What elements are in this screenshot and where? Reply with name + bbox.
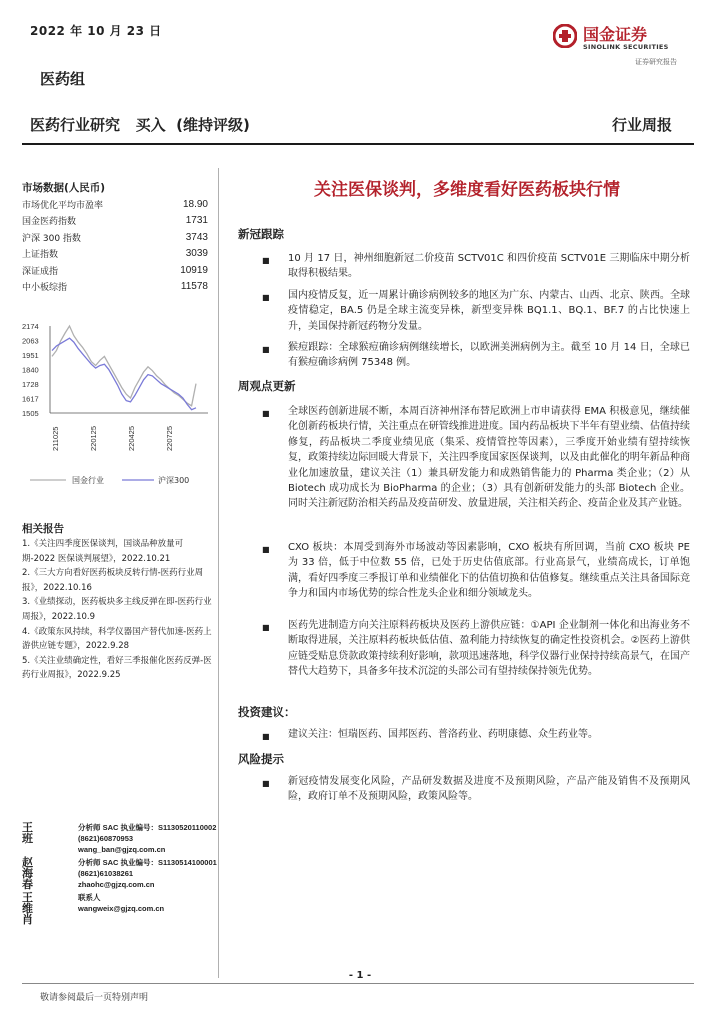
company-logo <box>553 22 693 70</box>
chart-y-tick-label: 1505 <box>22 409 39 418</box>
bullet-icon: ■ <box>262 256 270 265</box>
market-row <box>22 262 208 279</box>
report-item[interactable]: 5.《关注业绩确定性，看好三季报催化医药反弹-医药行业周报》，2022.9.25 <box>22 655 212 681</box>
analyst-email[interactable]: zhaohc@gjzq.com.cn <box>78 880 155 889</box>
chart-legend-label: 沪深300 <box>158 476 190 485</box>
bullet-icon: ■ <box>262 779 270 788</box>
chart-x-tick-label: 211025 <box>51 426 60 451</box>
report-subtitle: 医药行业研究 买入 (维持评级) <box>30 116 250 134</box>
market-value: 3039 <box>185 248 208 260</box>
section-heading-covid: 新冠跟踪 <box>238 227 284 241</box>
report-item[interactable]: 2.《三大方向看好医药板块反转行情-医药行业周报》，2022.10.16 <box>22 568 204 593</box>
paragraph: 建议关注：恒瑞医药、国邦医药、普洛药业、药明康德、众生药业等。 <box>288 729 598 740</box>
paragraph: CXO 板块：本周受到海外市场波动等因素影响，CXO 板块有所回调，当前 CXO 板块 PE 为 33 倍，低于中位数 55 倍，已处于历史估值底部。行业高景气，业绩高成长，订单饱满，看好四季度三季报订单和业绩催化下的估值切换和估值修复。继续重点关注具备国际竞争力和国内市场优势的综合性龙头企业和细分领域龙头。 <box>288 542 690 600</box>
footer-divider <box>22 983 694 984</box>
market-value: 18.90 <box>182 198 208 210</box>
chart-y-tick-label: 1728 <box>22 380 39 389</box>
market-row <box>22 279 208 296</box>
chart-series-line-1 <box>52 326 196 406</box>
logo-subtitle: 证券研究报告 <box>635 58 677 66</box>
analyst-email[interactable]: wangweix@gjzq.com.cn <box>78 904 165 913</box>
paragraph: 全球医药创新进展不断，本周百济神州泽布替尼欧洲上市申请获得 EMA 积极意见，继续催化创新药板块行情，关注重点在研管线推进进度。国内药品板块下半年有望业绩、估值持续修复，药品板块二季度业绩见底（集采、疫情管控等因素），三季度开始业绩有望持续恢复，政策持续边际回暖大背景下，关注四季度国家医保谈判，以及由此催化的明年新品种商业化加速放量，建议关注（1）兼具研发能力和成熟销售能力的 Pharma 类企业；（2）从 Biotech 成功成长为 BioPharma 的企业；（3）具有创新研发能力的头部 Biotech 企业。同时关注新冠防治相关药品及疫苗研发、放量进展，关注相关药企、疫苗企业及其产业链。 <box>288 406 690 510</box>
chart-y-tick-label: 2063 <box>22 336 39 346</box>
chart-series-line-2 <box>52 338 196 410</box>
logo-text-en: SINOLINK SECURITIES <box>583 43 669 51</box>
bullet-icon: ■ <box>262 545 270 554</box>
header-divider <box>22 143 694 145</box>
paragraph: 猴痘跟踪：全球猴痘确诊病例继续增长，以欧洲美洲病例为主。截至 10 月 14 日，全球已有猴痘确诊病例 75348 例。 <box>288 342 690 369</box>
analyst-info <box>78 822 238 855</box>
analyst-cert: 分析师 SAC 执业编号：S1130520110002 <box>78 823 217 832</box>
market-value: 1731 <box>185 215 208 227</box>
logo-mark-icon <box>553 24 577 48</box>
analyst-cert: 联系人 <box>78 893 101 902</box>
analyst-info <box>78 857 238 890</box>
section-heading-investment: 投资建议： <box>238 705 296 719</box>
analyst-name: 王班 <box>22 821 33 845</box>
page-number: - 1 - <box>348 970 372 981</box>
index-line-chart <box>18 318 216 503</box>
chart-y-tick-label: 2174 <box>22 322 39 331</box>
market-row <box>22 196 208 213</box>
paragraph: 医药先进制造方向关注原料药板块及医药上游供应链：①API 企业制剂一体化和出海业务不断取得进展，关注原料药板块低估值、盈利能力持续恢复的确定性投资机会。②医药上游供应链受贴息贷款政策持续利好影响，款项迅速落地，科学仪器行业保持持续高景气，在国产替代大趋势下，具备多年技术沉淀的头部公司有望持续保持领先优势。 <box>288 620 690 678</box>
analyst-phone: (8621)61038261 <box>78 869 134 878</box>
bullet-icon: ■ <box>262 409 270 418</box>
market-label: 国金医药指数 <box>22 217 77 228</box>
market-value: 11578 <box>180 281 208 293</box>
market-row <box>22 246 208 263</box>
section-heading-weekly: 周观点更新 <box>238 379 296 393</box>
bullet-icon: ■ <box>262 345 270 354</box>
chart-y-tick-label: 1951 <box>22 351 39 360</box>
market-value: 10919 <box>180 264 208 276</box>
main-title: 关注医保谈判，多维度看好医药板块行情 <box>314 180 620 200</box>
footer-disclaimer[interactable]: 敬请参阅最后一页特别声明 <box>40 993 149 1003</box>
chart-y-tick-label: 1617 <box>22 394 39 404</box>
report-item[interactable]: 1.《关注四季度医保谈判，国谈品种放量可期-2022 医保谈判展望》，2022.10.21 <box>22 539 184 564</box>
analyst-name: 赵海春 <box>22 856 33 891</box>
chart-x-tick-label: 220425 <box>127 425 136 451</box>
group-name: 医药组 <box>40 70 86 88</box>
analyst-name: 王维肖 <box>22 891 33 926</box>
chart-legend-label: 国金行业 <box>72 476 104 485</box>
logo-text-cn: 国金证券 <box>583 25 648 44</box>
market-value: 3743 <box>185 231 208 243</box>
document-type: 行业周报 <box>612 116 673 134</box>
chart-x-tick-label: 220125 <box>89 425 98 451</box>
related-reports-title: 相关报告 <box>22 523 64 535</box>
market-row <box>22 213 208 230</box>
report-date: 2022 年 10 月 23 日 <box>30 24 162 38</box>
related-reports-list <box>22 537 214 683</box>
market-label: 市场优化平均市盈率 <box>22 200 104 211</box>
paragraph: 10 月 17 日，神州细胞新冠二价疫苗 SCTV01C 和四价疫苗 SCTV01E 三期临床中期分析取得积极结果。 <box>288 253 690 280</box>
market-data-title: 市场数据(人民币) <box>22 182 106 194</box>
chart-x-tick-label: 220725 <box>165 425 174 451</box>
market-label: 深证成指 <box>22 266 59 277</box>
analyst-email[interactable]: wang_ban@gjzq.com.cn <box>78 845 166 854</box>
paragraph: 新冠疫情发展变化风险，产品研发数据及进度不及预期风险，产品产能及销售不及预期风险，政府订单不及预期风险，政策风险等。 <box>288 776 690 803</box>
market-label: 上证指数 <box>22 250 59 261</box>
analyst-phone: (8621)60870953 <box>78 834 134 843</box>
analyst-cert: 分析师 SAC 执业编号：S1130514100001 <box>78 858 217 867</box>
bullet-icon: ■ <box>262 623 270 632</box>
market-row <box>22 229 208 246</box>
chart-y-tick-label: 1840 <box>22 365 39 375</box>
bullet-icon: ■ <box>262 293 270 302</box>
market-label: 沪深 300 指数 <box>22 233 81 244</box>
market-label: 中小板综指 <box>22 283 68 294</box>
paragraph: 国内疫情反复，近一周累计确诊病例较多的地区为广东、内蒙古、山西、北京、陕西。全球疫情稳定，BA.5 仍是全球主流变异株，新型变异株 BQ1.1、BQ.1、BF.7 的占比快速上升，美国保持新冠药物分发量。 <box>288 290 690 332</box>
report-item[interactable]: 3.《业绩探动，医药板块多主线反弹在即-医药行业周报》，2022.10.9 <box>22 597 212 622</box>
analyst-info <box>78 892 238 914</box>
section-heading-risk: 风险提示 <box>238 752 284 766</box>
bullet-icon: ■ <box>262 732 270 741</box>
report-item[interactable]: 4.《政策东风持续，科学仪器国产替代加速-医药上游供应链专题》，2022.9.28 <box>22 626 212 652</box>
market-data-table <box>22 196 208 295</box>
